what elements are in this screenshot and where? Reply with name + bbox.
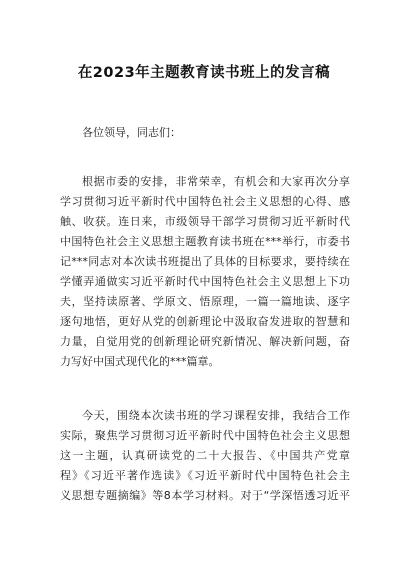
- paragraph-line: 程》《习近平著作选读》《习近平新时代中国特色社会主: [60, 469, 350, 482]
- paragraph-line: 实际，聚焦学习贯彻习近平新时代中国特色社会主义思想: [60, 429, 350, 442]
- document-title: 在2023年主题教育读书班上的发言稿: [77, 65, 331, 81]
- paragraph-line: 学习贯彻习近平新时代中国特色社会主义思想的心得、感: [60, 195, 350, 208]
- paragraph-line: 记***同志对本次读书班提出了具体的目标要求，要持续在: [60, 255, 350, 268]
- paragraph-line: 根据市委的安排，非常荣幸，有机会和大家再次分享: [82, 175, 350, 188]
- paragraph-line: 夫，坚持读原著、学原文、悟原理，一篇一篇地读、逐字: [60, 295, 350, 308]
- paragraph-line: 中国特色社会主义思想主题教育读书班在***举行，市委书: [60, 235, 350, 248]
- paragraph-line: 触、收获。连日来，市级领导干部学习贯彻习近平新时代: [60, 215, 350, 228]
- paragraph-line: 学懂弄通做实习近平新时代中国特色社会主义思想上下功: [60, 275, 350, 288]
- paragraph-line: 力量，自觉用党的创新理论研究新情况、解决新问题，奋: [60, 335, 350, 348]
- paragraph-line: 这一主题，认真研读党的二十大报告、《中国共产党章: [60, 449, 350, 462]
- paragraph-line: 逐句地悟，更好从党的创新理论中汲取奋发进取的智慧和: [60, 315, 350, 328]
- paragraph-line: 义思想专题摘编》等8本学习材料。对于“学深悟透习近平: [60, 489, 350, 502]
- paragraph-line: 力写好中国式现代化的***篇章。: [60, 355, 220, 368]
- paragraph-line: 今天，围绕本次读书班的学习课程安排，我结合工作: [82, 409, 350, 422]
- greeting: 各位领导，同志们：: [82, 126, 181, 139]
